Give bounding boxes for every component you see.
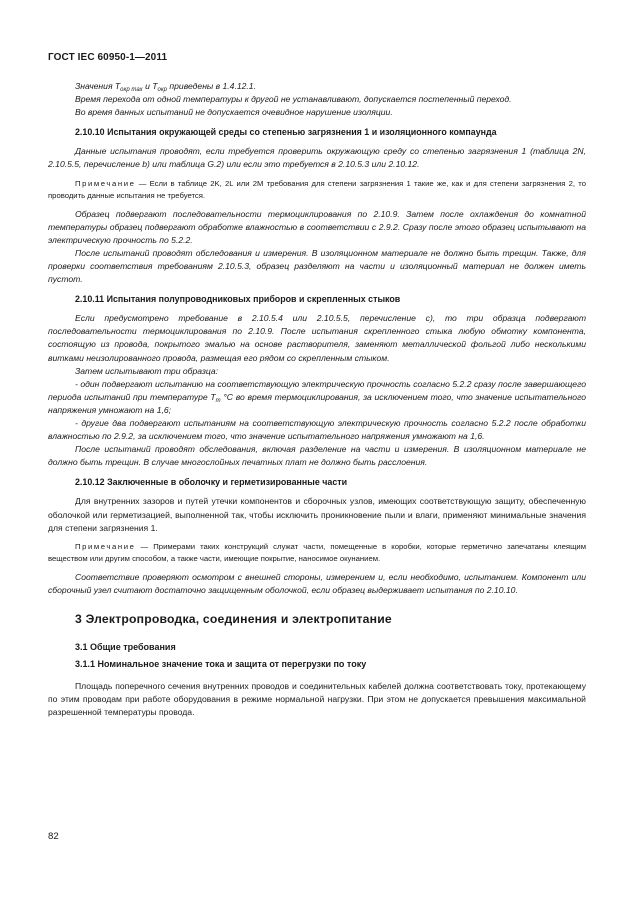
paragraph: - другие два подвергают испытаниям на соответствующую электрическую прочность согласно 5.2.2 после обработки влажностью по 2.9.2, за исключением того, что значение испытательного напряжения умножают на 1,6. (48, 417, 586, 442)
paragraph: Время перехода от одной температуры к другой не устанавливают, допускается постепенный переход. (75, 94, 512, 105)
page-number: 82 (48, 831, 59, 842)
paragraph: Данные испытания проводят, если требуется проверить окружающую среду со степенью загрязнения 1 (таблица 2N, 2.10.5.5, перечисление b) или таблица G.2) или если это требуется в 2.10.5.3 или 2.10.12. (48, 146, 586, 170)
paragraph: Если предусмотрено требование в 2.10.5.4 или 2.10.5.5, перечисление c), то три образца подвергают последовательности термоциклирования по 2.10.9. После испытания скрепленного стыка любую обмотку компонента, состоящую из провода, покрытого эмалью на основе растворителя, заменяют металлической фольгой либо несколькими витками неизолированного провода, размещая его рядом со скрепленным стыком. (48, 313, 586, 363)
section-heading: 3.1 Общие требования (75, 641, 176, 652)
paragraph: Соответствие проверяют осмотром с внешней стороны, измерением и, если необходимо, испытанием. Компонент или сборочный узел считают достаточно защищенным оболочкой, если образец выдерживает испытания по 2.10.10. (48, 571, 586, 595)
section-heading: 2.10.11 Испытания полупроводниковых приборов и скрепленных стыков (75, 294, 401, 305)
paragraph: После испытаний проводят обследования, включая разделение на части и измерения. В изоляционном материале не должно быть трещин. В случае многослойных печатных плат не должно быть расслоения. (48, 444, 586, 468)
chapter-heading: 3 Электропроводка, соединения и электропитание (75, 611, 392, 626)
paragraph: Значения $T_{окр max}$ и $T_{окр}$ приведены в 1.4.12.1. (75, 81, 256, 93)
note: Примечание — Примерами таких конструкций служат части, помещенные в коробки, которые герметично запечатаны клеящим веществом или другим способом, а также части, имеющие покрытие, наносимое окунанием. (48, 541, 586, 563)
paragraph: Во время данных испытаний не допускается очевидное нарушение изоляции. (75, 107, 393, 118)
paragraph: После испытаний проводят обследования и измерения. В изоляционном материале не должно быть трещин. Также, для проверки соответствия требованиям 2.10.5.3, образец разделяют на части и изоляционный материал не должен иметь пустот. (48, 247, 586, 285)
paragraph: Для внутренних зазоров и путей утечки компонентов и сборочных узлов, имеющих соответствующую защиту, обеспеченную оболочкой или герметизацией, выполненной так, чтобы исключить проникновение пыли и влаги, применяют минимальные значения для степени загрязнения 1. (48, 496, 586, 533)
paragraph: Образец подвергают последовательности термоциклирования по 2.10.9. Затем после охлаждения до комнатной температуры образец подвергают обработке влажностью в соответствии с 2.9.2. Сразу после этого образец испытывают на электрическую прочность по 5.2.2. (48, 208, 586, 245)
section-heading: 2.10.10 Испытания окружающей среды со степенью загрязнения 1 и изоляционного компаунда (75, 127, 497, 138)
paragraph: Площадь поперечного сечения внутренних проводов и соединительных кабелей должна соответствовать току, протекающему по этим проводам при работе оборудования в режиме нормальной нагрузки. При этом не допускается превышения максимальной разрешенной температуры провода. (48, 681, 586, 718)
section-heading: 3.1.1 Номинальное значение тока и защита от перегрузки по току (75, 659, 367, 669)
paragraph: - один подвергают испытанию на соответствующую электрическую прочность согласно 5.2.2 сразу после завершающего периода испытаний при температуре $T_т$ °C во время термоциклирования, за исключением того, что значение испытательного напряжения умножают на 1,6; (48, 378, 586, 415)
note: Примечание — Если в таблице 2K, 2L или 2M требования для степени загрязнения 1 такие же, как и для степени загрязнения 2, то проводить данные испытания не требуется. (48, 178, 586, 200)
section-heading: 2.10.12 Заключенные в оболочку и герметизированные части (75, 477, 348, 488)
standard-header: ГОСТ IEC 60950-1—2011 (48, 52, 168, 63)
paragraph: Затем испытывают три образца: (75, 365, 219, 376)
